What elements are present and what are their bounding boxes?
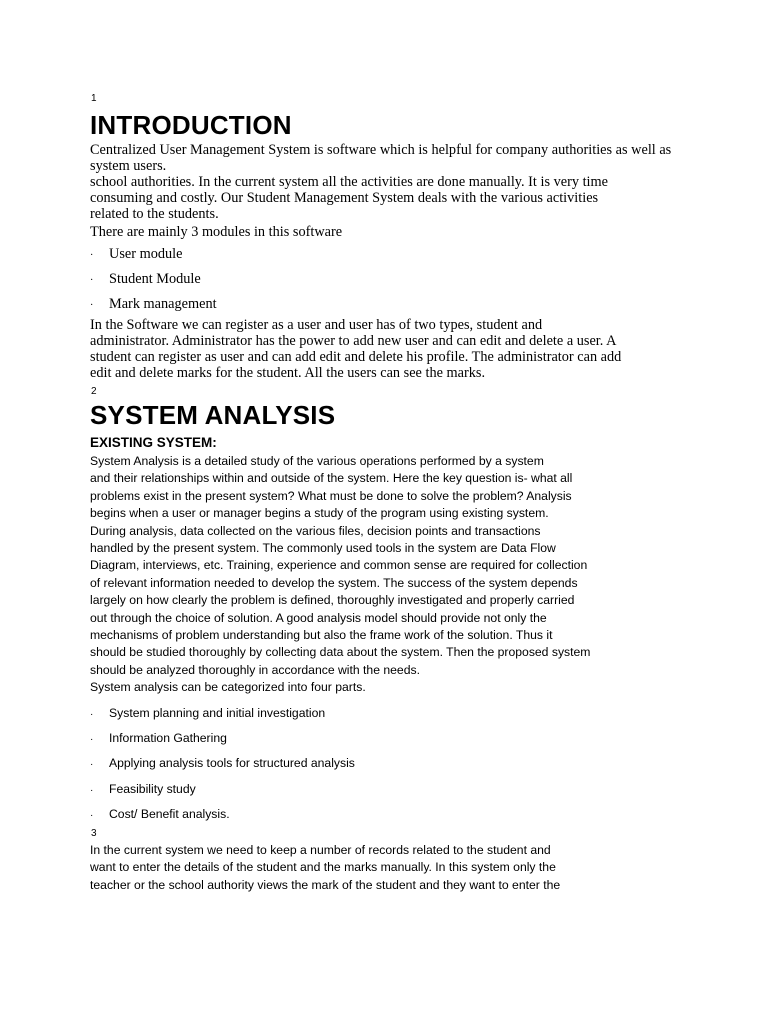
text-line: problems exist in the present system? What must be done to solve the problem? Analysis xyxy=(90,488,572,503)
bullet-icon: · xyxy=(90,275,94,286)
text-line: System Analysis is a detailed study of the various operations performed by a system xyxy=(90,454,544,468)
text-line: of relevant information needed to develop the system. The success of the system depends xyxy=(90,575,578,590)
bullet-icon: · xyxy=(90,785,94,796)
modules-intro: There are mainly 3 modules in this software xyxy=(90,224,343,240)
bullet-icon: · xyxy=(90,734,94,745)
text-line: system users. xyxy=(90,158,167,174)
intro-paragraph xyxy=(90,142,671,222)
text-line: consuming and costly. Our Student Management System deals with the various activities xyxy=(90,190,599,206)
text-line: administrator. Administrator has the power to add new user and can edit and delete a user. A xyxy=(90,333,617,349)
bullet-icon: · xyxy=(90,250,94,261)
analysis-part-label: Cost/ Benefit analysis. xyxy=(109,807,230,821)
module-label: Student Module xyxy=(109,271,201,287)
analysis-part-item xyxy=(90,705,325,723)
analysis-part-label: System planning and initial investigation xyxy=(109,706,326,720)
bullet-icon: · xyxy=(90,300,94,311)
module-list-item xyxy=(90,271,201,289)
bullet-icon: · xyxy=(90,810,94,821)
text-line: In the Software we can register as a user and user has of two types, student and xyxy=(90,317,543,333)
text-line: begins when a user or manager begins a study of the program using existing system. xyxy=(90,506,549,521)
section-number: 1 xyxy=(91,93,97,104)
text-line: out through the choice of solution. A good analysis model should provide not only the xyxy=(90,610,547,625)
module-label: Mark management xyxy=(109,296,217,312)
analysis-part-label: Information Gathering xyxy=(109,731,227,745)
section-heading-introduction: INTRODUCTION xyxy=(90,110,292,140)
text-line: During analysis, data collected on the various files, decision points and transactions xyxy=(90,523,541,538)
analysis-part-label: Applying analysis tools for structured analysis xyxy=(109,756,355,770)
text-line: In the current system we need to keep a number of records related to the student and xyxy=(90,843,551,857)
text-line: largely on how clearly the problem is defined, thoroughly investigated and properly carried xyxy=(90,593,575,608)
text-line: System analysis can be categorized into four parts. xyxy=(90,680,366,695)
text-line: mechanisms of problem understanding but also the frame work of the solution. Thus it xyxy=(90,628,553,643)
analysis-part-item xyxy=(90,806,230,824)
section-heading-system-analysis: SYSTEM ANALYSIS xyxy=(90,400,336,430)
section-number: 3 xyxy=(91,828,97,839)
analysis-part-item xyxy=(90,730,227,748)
module-list-item xyxy=(90,296,217,314)
text-line: edit and delete marks for the student. All the users can see the marks. xyxy=(90,365,486,381)
bullet-icon: · xyxy=(90,709,94,720)
software-paragraph xyxy=(90,317,621,381)
subheading-existing-system: EXISTING SYSTEM: xyxy=(90,435,217,450)
analysis-paragraph xyxy=(90,453,590,697)
text-line: related to the students. xyxy=(90,206,219,222)
text-line: should be analyzed thoroughly in accordance with the needs. xyxy=(90,662,420,677)
bullet-icon: · xyxy=(90,759,94,770)
analysis-part-label: Feasibility study xyxy=(109,782,196,796)
current-system-paragraph xyxy=(90,842,560,894)
text-line: Centralized User Management System is software which is helpful for company authorities as well as xyxy=(90,142,672,158)
module-list-item xyxy=(90,246,182,264)
analysis-part-item xyxy=(90,781,196,799)
text-line: Diagram, interviews, etc. Training, experience and common sense are required for collection xyxy=(90,558,588,573)
text-line: school authorities. In the current system all the activities are done manually. It is very time xyxy=(90,174,608,190)
text-line: handled by the present system. The commonly used tools in the system are Data Flow xyxy=(90,541,556,556)
section-number: 2 xyxy=(91,386,97,397)
text-line: teacher or the school authority views the mark of the student and they want to enter the xyxy=(90,877,561,892)
module-label: User module xyxy=(109,246,183,262)
text-line: should be studied thoroughly by collecting data about the system. Then the proposed system xyxy=(90,645,591,660)
text-line: student can register as user and can add edit and delete his profile. The administrator can add xyxy=(90,349,622,365)
analysis-part-item xyxy=(90,755,355,773)
text-line: want to enter the details of the student and the marks manually. In this system only the xyxy=(90,860,556,875)
text-line: and their relationships within and outside of the system. Here the key question is- what all xyxy=(90,471,573,486)
